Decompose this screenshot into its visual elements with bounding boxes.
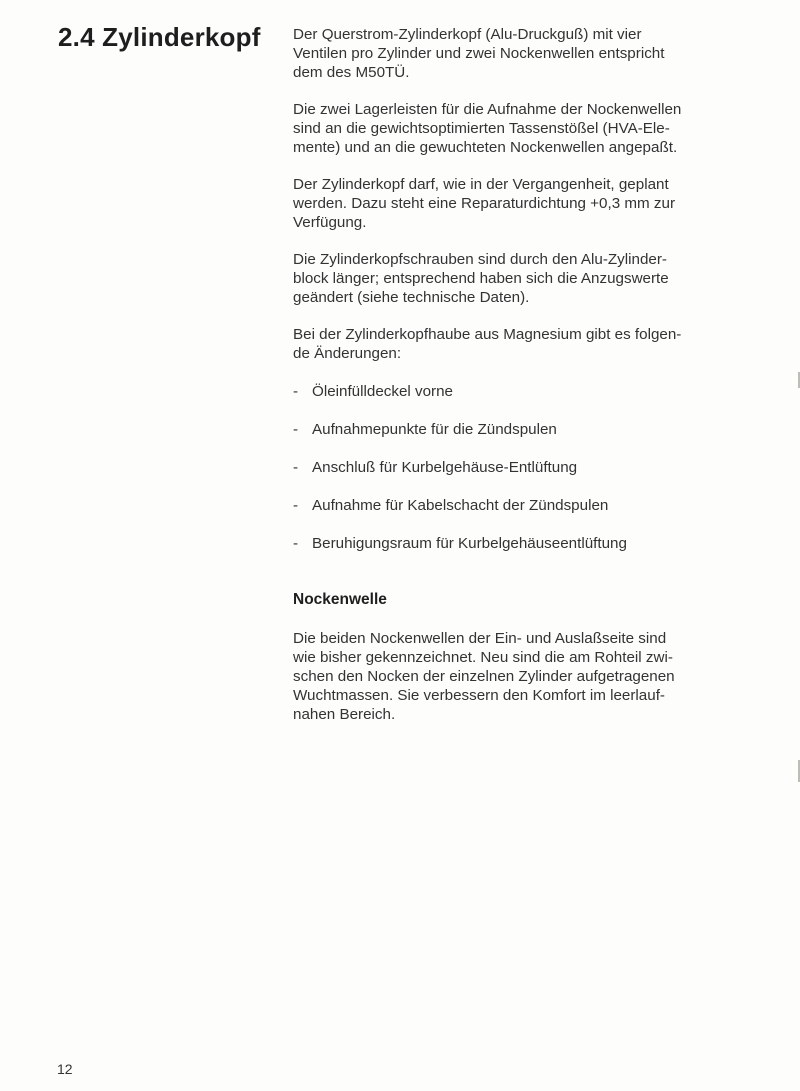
list-item <box>293 496 763 515</box>
text-line: schen den Nocken der einzelnen Zylinder aufgetragenen <box>293 668 675 685</box>
list-item <box>293 382 763 401</box>
text-line: Die zwei Lagerleisten für die Aufnahme der Nockenwellen <box>293 101 682 118</box>
text-line: Der Querstrom-Zylinderkopf (Alu-Druckguß) mit vier <box>293 26 642 43</box>
list-dash: - <box>293 497 299 514</box>
list-item <box>293 420 763 439</box>
paragraph <box>293 325 763 363</box>
section-title: 2.4 Zylinderkopf <box>58 22 261 52</box>
paragraph <box>293 250 763 307</box>
list-item-text: Öleinfülldeckel vorne <box>312 383 453 400</box>
text-line: Verfügung. <box>293 214 367 231</box>
list-item-text: Anschluß für Kurbelgehäuse-Entlüftung <box>312 459 578 476</box>
paragraph <box>293 25 763 82</box>
text-line: dem des M50TÜ. <box>293 64 410 81</box>
text-line: block länger; entsprechend haben sich die Anzugswerte <box>293 270 669 287</box>
list-item <box>293 458 763 477</box>
text-line: de Änderungen: <box>293 345 402 362</box>
list-item-text: Beruhigungsraum für Kurbelgehäuseentlüftung <box>312 535 627 552</box>
text-line: wie bisher gekennzeichnet. Neu sind die am Rohteil zwi- <box>293 649 673 666</box>
text-line: Der Zylinderkopf darf, wie in der Vergangenheit, geplant <box>293 176 669 193</box>
paragraph <box>293 175 763 232</box>
list-dash: - <box>293 383 299 400</box>
text-line: Bei der Zylinderkopfhaube aus Magnesium gibt es folgen- <box>293 326 682 343</box>
list-dash: - <box>293 535 299 552</box>
body-text <box>293 25 763 742</box>
text-line: Wuchtmassen. Sie verbessern den Komfort im leerlauf- <box>293 687 665 704</box>
text-line: Die beiden Nockenwellen der Ein- und Auslaßseite sind <box>293 630 667 647</box>
paragraph <box>293 100 763 157</box>
text-line: sind an die gewichtsoptimierten Tassenstößel (HVA-Ele- <box>293 120 670 137</box>
list-dash: - <box>293 459 299 476</box>
text-line: Ventilen pro Zylinder und zwei Nockenwellen entspricht <box>293 45 665 62</box>
text-line: werden. Dazu steht eine Reparaturdichtung +0,3 mm zur <box>293 195 676 212</box>
page-number: 12 <box>57 1061 73 1077</box>
text-line: nahen Bereich. <box>293 706 396 723</box>
subsection-heading: Nockenwelle <box>293 591 387 608</box>
text-line: Die Zylinderkopfschrauben sind durch den Alu-Zylinder- <box>293 251 667 268</box>
list-dash: - <box>293 421 299 438</box>
list-item-text: Aufnahmepunkte für die Zündspulen <box>312 421 557 438</box>
list-item-text: Aufnahme für Kabelschacht der Zündspulen <box>312 497 609 514</box>
text-line: geändert (siehe technische Daten). <box>293 289 530 306</box>
list-item <box>293 534 763 553</box>
text-line: mente) und an die gewuchteten Nockenwellen angepaßt. <box>293 139 678 156</box>
paragraph <box>293 629 763 724</box>
change-list <box>293 382 763 553</box>
